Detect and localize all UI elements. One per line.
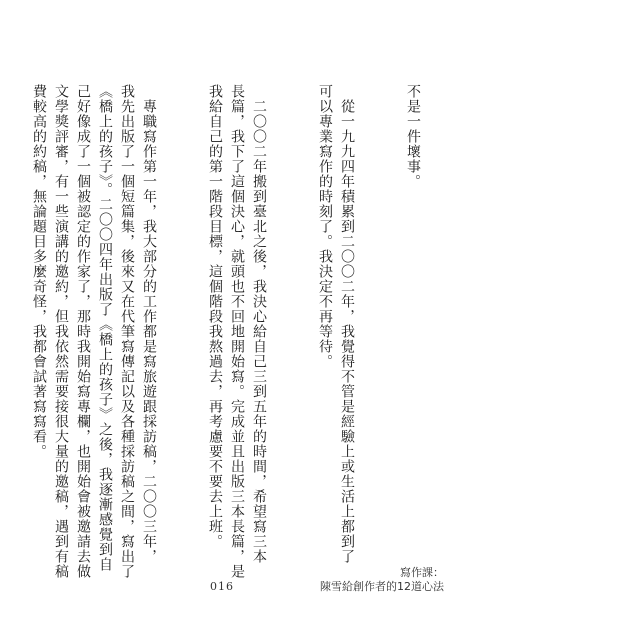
book-title: 寫作課： <box>400 566 444 579</box>
paragraph: 專職寫作第一年，我大部分的工作都是寫旅遊跟採訪稿，二〇〇三年， 我先出版了一個短篇集，後來又在代筆寫傳記以及各種採訪稿之間，寫出了 《橋上的孩子》。二〇〇四年出版了《橋上的孩子》之後，我逐漸感覺到自 己好像成了一個被認定的作家了，那時我開始寫專欄，也開始會被邀請去做 文學獎評審，有一些演講的邀約，但我依然需要接很大量的邀稿，遇到有稿 費較高的約稿，無論題目多麼奇怪，我都會試著寫寫看。 <box>31 84 157 579</box>
paragraph: 二〇〇二年搬到臺北之後，我決心給自己三到五年的時間，希望寫三本 長篇，我下了這個決心，就頭也不回地開始寫。完成並且出版三本長篇，是 我給自己的第一階段目標，這個階段我熬過去，再考慮要不要去上班。 <box>207 84 267 579</box>
book-subtitle: 陳雪給創作者的12道心法 <box>320 580 444 593</box>
running-head <box>320 566 444 594</box>
paragraph: 不是一件壞事。 <box>405 84 421 189</box>
page-number: 016 <box>210 580 234 593</box>
paragraph: 從一九九四年積累到二〇〇二年，我覺得不管是經驗上或生活上都到了 可以專業寫作的時刻了。我決定不再等待。 <box>317 84 355 564</box>
